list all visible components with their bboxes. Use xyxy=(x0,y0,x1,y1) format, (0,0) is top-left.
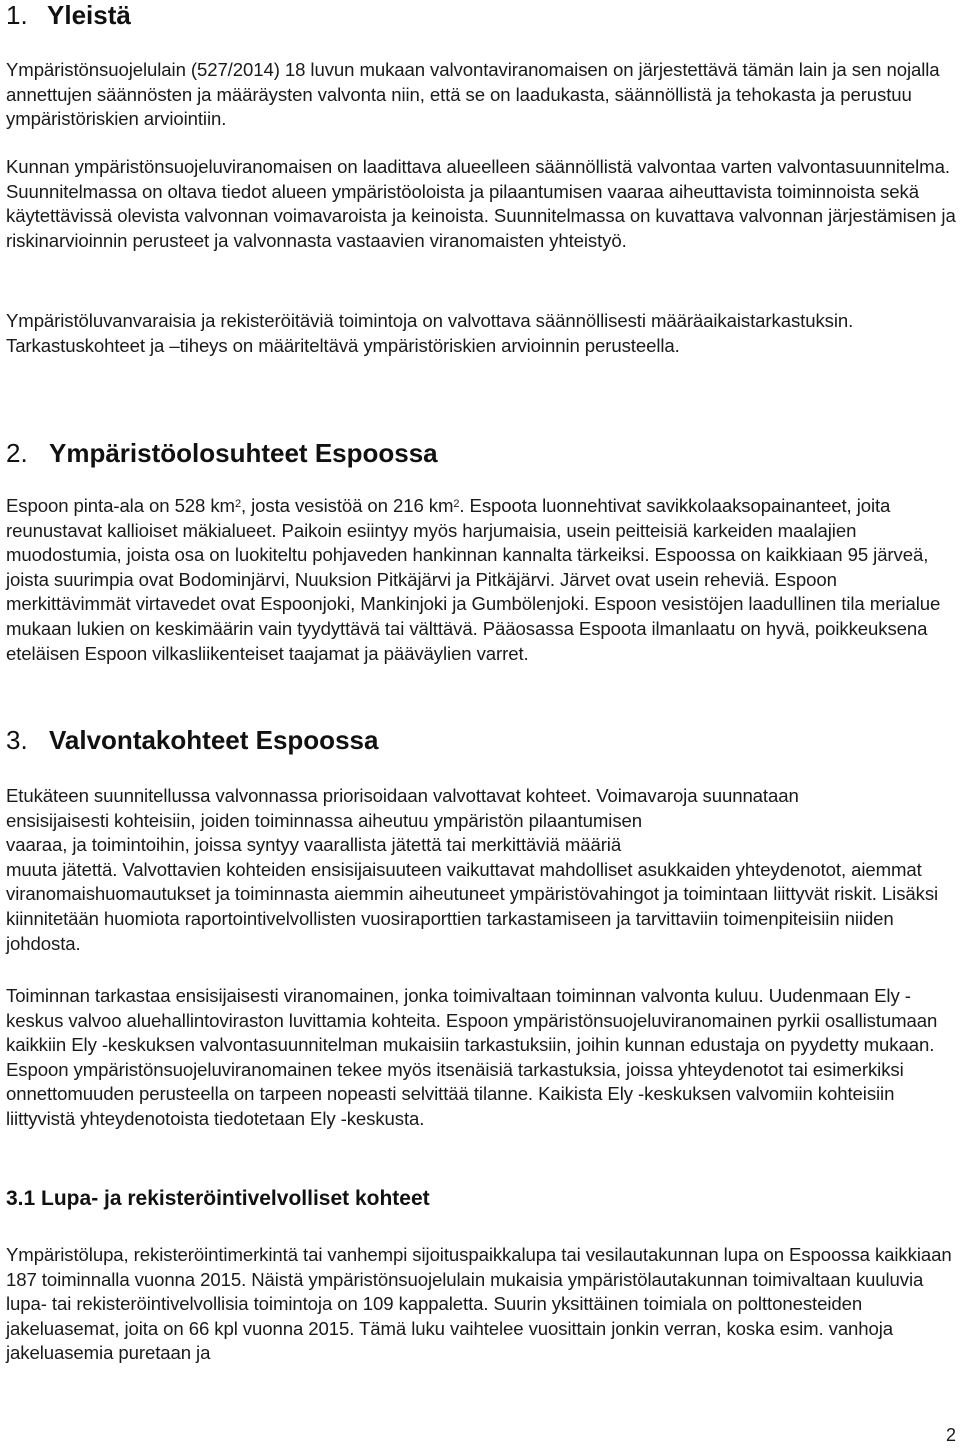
section-1-paragraph-2: Kunnan ympäristönsuojeluviranomaisen on laadittava alueelleen säännöllistä valvontaa varten valvontasuunnitelma. Suunnitelmassa on oltava tiedot alueen ympäristöoloista ja pilaantumisen vaaraa aiheuttavista toiminnoista sekä käytettävissä olevista valvonnan voimavaroista ja keinoista. Suunnitelmassa on kuvattava valvonnan järjestämisen ja riskinarvioinnin perusteet ja valvonnasta vastaavien viranomaisten yhteistyö. xyxy=(6,156,956,251)
section-3-line-3: vaaraa, ja toimintoihin, joissa syntyy vaarallista jätettä tai merkittäviä määriä xyxy=(6,834,622,856)
section-3-title: Valvontakohteet Espoossa xyxy=(49,725,379,755)
section-2-text-c: . Espoota luonnehtivat savikkolaaksopainanteet, joita reunustavat kallioiset mäkialueet. Paikoin esiintyy myös harjumaisia, usein peitteisiä karkeiden maalajien muodostumia, joista osa on luokiteltu pohjaveden hankinnan kannalta tärkeiksi. Espoossa on kaikkiaan 95 järveä, joista suurimpia ovat Bodominjärvi, Nuuksion Pitkäjärvi ja Pitkäjärvi. Järvet ovat usein reheviä. Espoon merkittävimmät virtavedet ovat Espoonjoki, Mankinjoki ja Gumbölenjoki. Espoon vesistöjen laadullinen tila merialue mukaan lukien on keskimäärin vain tyydyttävä tai välttävä. Pääosassa Espoota ilmanlaatu on hyvä, poikkeuksena eteläisen Espoon vilkasliikenteiset taajamat ja pääväylien varret. xyxy=(6,495,941,664)
superscript-2: 2 xyxy=(453,498,460,510)
section-3-paragraph-2: Toiminnan tarkastaa ensisijaisesti viranomainen, jonka toimivaltaan toiminnan valvonta kuluu. Uudenmaan Ely -keskus valvoo aluehallintoviraston luvittamia kohteita. Espoon ympäristönsuojeluviranomainen pyrkii osallistumaan kaikkiin Ely -keskuksen valvontasuunnitelman mukaisiin tarkastuksiin, joihin kunnan edustaja on pyydetty mukaan. Espoon ympäristönsuojeluviranomainen tekee myös itsenäisiä tarkastuksia, joissa yhteydenotot tai esimerkiksi onnettomuuden perusteella on tarpeen nopeasti selvittää tilanne. Kaikista Ely -keskuksen valvomiin kohteisiin liittyvistä yhteydenotoista tiedotetaan Ely -keskusta. xyxy=(6,985,938,1129)
section-3-paragraph-1 xyxy=(6,784,956,956)
section-1-heading xyxy=(6,0,956,30)
section-3-heading xyxy=(6,725,956,755)
section-2-text-b: , josta vesistöä on 216 km xyxy=(240,495,454,516)
section-1-paragraph-3: Ympäristöluvanvaraisia ja rekisteröitäviä toimintoja on valvottava säännöllisesti määräaikaistarkastuksin. Tarkastuskohteet ja –tiheys on määriteltävä ympäristöriskien arvioinnin perusteella. xyxy=(6,310,854,356)
section-3-1-heading: 3.1 Lupa- ja rekisteröintivelvolliset kohteet xyxy=(6,1187,430,1210)
section-2-text-a: Espoon pinta-ala on 528 km xyxy=(6,495,235,516)
section-2-title: Ympäristöolosuhteet Espoossa xyxy=(49,438,438,468)
page-number: 2 xyxy=(945,1425,956,1445)
superscript-2: 2 xyxy=(234,498,241,510)
section-3-number: 3. xyxy=(6,725,28,755)
section-1-title: Yleistä xyxy=(47,0,131,30)
section-2-paragraph-1 xyxy=(6,494,956,666)
section-3-rest: muuta jätettä. Valvottavien kohteiden ensisijaisuuteen vaikuttavat mahdolliset asukkaiden yhteydenotot, aiemmat viranomaishuomautukset ja toiminnasta aiemmin aiheutuneet ympäristövahingot ja toimintaan liittyvät riskit. Lisäksi kiinnitetään huomiota raportointivelvollisten vuosiraporttien tarkastamiseen ja tarvittaviin toimenpiteisiin niiden johdosta. xyxy=(6,858,939,954)
section-2-heading xyxy=(6,438,956,468)
section-3-line-1: Etukäteen suunnitellussa valvonnassa priorisoidaan valvottavat kohteet. Voimavaroja suunnataan xyxy=(6,785,799,806)
section-1-number: 1. xyxy=(6,0,28,30)
section-1-paragraph-1: Ympäristönsuojelulain (527/2014) 18 luvun mukaan valvontaviranomaisen on järjestettävä tämän lain ja sen nojalla annettujen säännösten ja määräysten valvonta niin, että se on laadukasta, säännöllistä ja tehokasta ja perustuu ympäristöriskien arviointiin. xyxy=(6,59,940,130)
section-3-1-paragraph-1: Ympäristölupa, rekisteröintimerkintä tai vanhempi sijoituspaikkalupa tai vesilautakunnan lupa on Espoossa kaikkiaan 187 toiminnalla vuonna 2015. Näistä ympäristönsuojelulain mukaisia ympäristölautakunnan toimivaltaan kuuluvia lupa- tai rekisteröintivelvollisia toimintoja on 109 kappaletta. Suurin yksittäinen toimiala on polttonesteiden jakeluasemat, joita on 66 kpl vuonna 2015. Tämä luku vaihtelee vuosittain jonkin verran, koska esim. vanhoja jakeluasemia puretaan ja xyxy=(6,1244,952,1364)
section-3-line-2: ensisijaisesti kohteisiin, joiden toiminnassa aiheutuu ympäristön pilaantumisen xyxy=(6,809,643,831)
section-2-number: 2. xyxy=(6,438,28,468)
